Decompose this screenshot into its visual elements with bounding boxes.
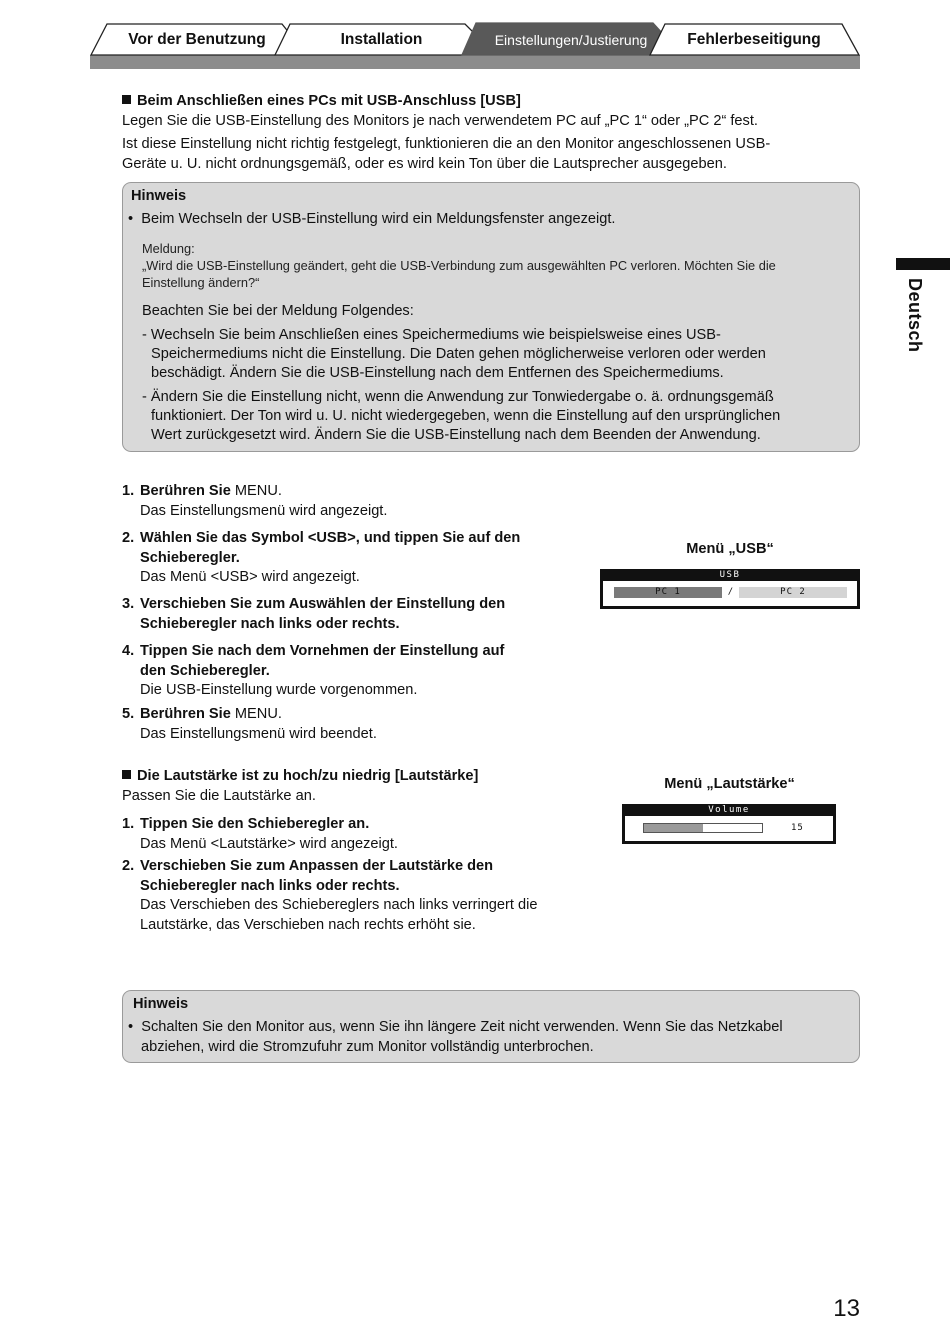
message-line-1: „Wird die USB-Einstellung geändert, geht die USB-Verbindung zum ausgewählten PC verloren. Möchten Sie die xyxy=(142,258,776,273)
dash-item-2-line-2: funktioniert. Der Ton wird u. U. nicht wiedergegeben, wenn die Einstellung auf den ursprünglichen xyxy=(151,408,781,424)
step-number: 4. xyxy=(122,643,135,659)
step-result: Die USB-Einstellung wurde vorgenommen. xyxy=(140,682,418,698)
message-line-2: Einstellung ändern?“ xyxy=(142,275,260,290)
usb-option-separator: / xyxy=(727,587,735,597)
step-number: 2. xyxy=(122,858,135,874)
usb-heading-text: Beim Anschließen eines PCs mit USB-Anschluss [USB] xyxy=(137,93,521,109)
step-instruction: Verschieben Sie zum Auswählen der Einstellung den xyxy=(140,596,506,612)
volume-slider-fill xyxy=(644,824,703,832)
step-result: Das Einstellungsmenü wird beendet. xyxy=(140,725,377,742)
section-tab-bar xyxy=(90,20,860,70)
step-result: Das Menü <USB> wird angezeigt. xyxy=(140,569,360,585)
usb-osd-body xyxy=(603,581,857,606)
usb-osd-menu xyxy=(600,569,860,609)
dash-item-2-line-1: - Ändern Sie die Einstellung nicht, wenn die Anwendung zur Tonwiedergabe o. ä. ordnungsgemäß xyxy=(142,389,774,405)
volume-step-1 xyxy=(122,815,592,854)
message-label: Meldung: xyxy=(142,241,195,256)
step-instruction: Tippen Sie nach dem Vornehmen der Einstellung auf xyxy=(140,643,505,659)
usb-osd-title: USB xyxy=(719,570,741,580)
volume-section xyxy=(122,767,602,806)
volume-menu-caption: Menü „Lautstärke“ xyxy=(664,776,795,792)
step-number: 5. xyxy=(122,706,135,722)
usb-section xyxy=(122,92,862,174)
step-result-cont: Lautstärke, das Verschieben nach rechts erhöht sie. xyxy=(140,916,476,933)
usb-section-heading xyxy=(122,92,862,112)
usb-option-pc2[interactable]: PC 2 xyxy=(739,587,847,598)
step-instruction-cont: Schieberegler nach links oder rechts. xyxy=(140,615,400,632)
tab-einstellungen-justierung[interactable]: Einstellungen/Justierung xyxy=(494,32,648,48)
step-instruction: Berühren Sie xyxy=(140,483,231,499)
note-bullet-cont: abziehen, wird die Stromzufuhr zum Monitor vollständig unterbrochen. xyxy=(141,1039,594,1055)
usb-para-2-line-2: Geräte u. U. nicht ordnungsgemäß, oder es wird kein Ton über die Lautsprecher ausgegeben. xyxy=(122,155,727,172)
tab-baseline-bar xyxy=(90,55,860,69)
volume-section-heading xyxy=(122,767,602,787)
step-instruction-cont: Schieberegler nach links oder rechts. xyxy=(140,877,400,894)
observe-text: Beachten Sie bei der Meldung Folgendes: xyxy=(142,303,414,319)
step-number: 1. xyxy=(122,483,135,499)
tab-fehlerbeseitigung[interactable]: Fehlerbeseitigung xyxy=(687,31,821,48)
tab-vor-der-benutzung[interactable]: Vor der Benutzung xyxy=(128,31,266,48)
step-instruction: Wählen Sie das Symbol <USB>, und tippen Sie auf den xyxy=(140,530,521,546)
dash-item-1-line-2: Speichermediums nicht die Einstellung. Die Daten gehen möglicherweise verloren oder werden xyxy=(151,346,766,362)
usb-menu-caption: Menü „USB“ xyxy=(686,541,774,557)
step-instruction: Verschieben Sie zum Anpassen der Lautstärke den xyxy=(140,858,494,874)
note-title: Hinweis xyxy=(133,996,189,1012)
usb-para-2-line-1: Ist diese Einstellung nicht richtig festgelegt, funktionieren die an den Monitor angeschlossenen USB- xyxy=(122,136,771,152)
note-bullet: • Beim Wechseln der USB-Einstellung wird ein Meldungsfenster angezeigt. xyxy=(128,211,616,227)
volume-value: 15 xyxy=(791,823,804,833)
usb-step-5 xyxy=(122,705,582,744)
volume-slider-track[interactable] xyxy=(643,823,763,833)
dash-item-1-line-1: - Wechseln Sie beim Anschließen eines Speichermediums wie beispielsweise eines USB- xyxy=(142,327,721,343)
note-title: Hinweis xyxy=(131,188,187,204)
language-tab-label: Deutsch xyxy=(905,278,925,353)
note-box-usb xyxy=(122,182,860,452)
note-bullet-text: Beim Wechseln der USB-Einstellung wird ein Meldungsfenster angezeigt. xyxy=(141,211,616,227)
volume-heading-text: Die Lautstärke ist zu hoch/zu niedrig [Lautstärke] xyxy=(137,768,479,784)
step-menu-key: MENU. xyxy=(230,483,282,499)
note-box-power xyxy=(122,990,860,1063)
step-instruction: Tippen Sie den Schieberegler an. xyxy=(140,816,370,832)
usb-option-pc1[interactable]: PC 1 xyxy=(614,587,722,598)
dash-item-1-line-3: beschädigt. Ändern Sie die USB-Einstellung nach dem Entfernen des Speichermediums. xyxy=(151,365,724,381)
step-instruction-cont: den Schieberegler. xyxy=(140,662,270,679)
step-instruction: Berühren Sie xyxy=(140,706,231,722)
volume-osd-body xyxy=(625,816,833,841)
volume-intro: Passen Sie die Lautstärke an. xyxy=(122,787,316,804)
dash-item-2-line-3: Wert zurückgesetzt wird. Ändern Sie die USB-Einstellung nach dem Beenden der Anwendung. xyxy=(151,427,761,443)
step-result: Das Menü <Lautstärke> wird angezeigt. xyxy=(140,835,398,852)
note-bullet-text: Schalten Sie den Monitor aus, wenn Sie ihn längere Zeit nicht verwenden. Wenn Sie das Netzkabel xyxy=(141,1019,783,1035)
tab-installation[interactable]: Installation xyxy=(340,31,423,48)
step-number: 3. xyxy=(122,596,135,612)
step-result: Das Einstellungsmenü wird angezeigt. xyxy=(140,502,388,519)
square-bullet-icon xyxy=(122,95,131,104)
note-bullet: • Schalten Sie den Monitor aus, wenn Sie ihn längere Zeit nicht verwenden. Wenn Sie das Netzkabel xyxy=(128,1019,783,1035)
usb-para-1: Legen Sie die USB-Einstellung des Monitors je nach verwendetem PC auf „PC 1“ oder „PC 2“ fest. xyxy=(122,112,758,129)
volume-osd-menu xyxy=(622,804,836,844)
volume-step-2 xyxy=(122,857,592,935)
page-number: 13 xyxy=(833,1295,860,1322)
language-tab-marker xyxy=(896,258,950,270)
step-number: 1. xyxy=(122,816,135,832)
usb-step-3 xyxy=(122,595,582,634)
step-menu-key: MENU. xyxy=(230,706,282,722)
square-bullet-icon xyxy=(122,770,131,779)
step-result: Das Verschieben des Schiebereglers nach links verringert die xyxy=(140,897,538,913)
usb-step-4 xyxy=(122,642,582,701)
step-instruction-cont: Schieberegler. xyxy=(140,549,240,566)
usb-step-1 xyxy=(122,482,582,521)
volume-osd-title: Volume xyxy=(708,805,750,815)
step-number: 2. xyxy=(122,530,135,546)
usb-step-2 xyxy=(122,529,582,588)
